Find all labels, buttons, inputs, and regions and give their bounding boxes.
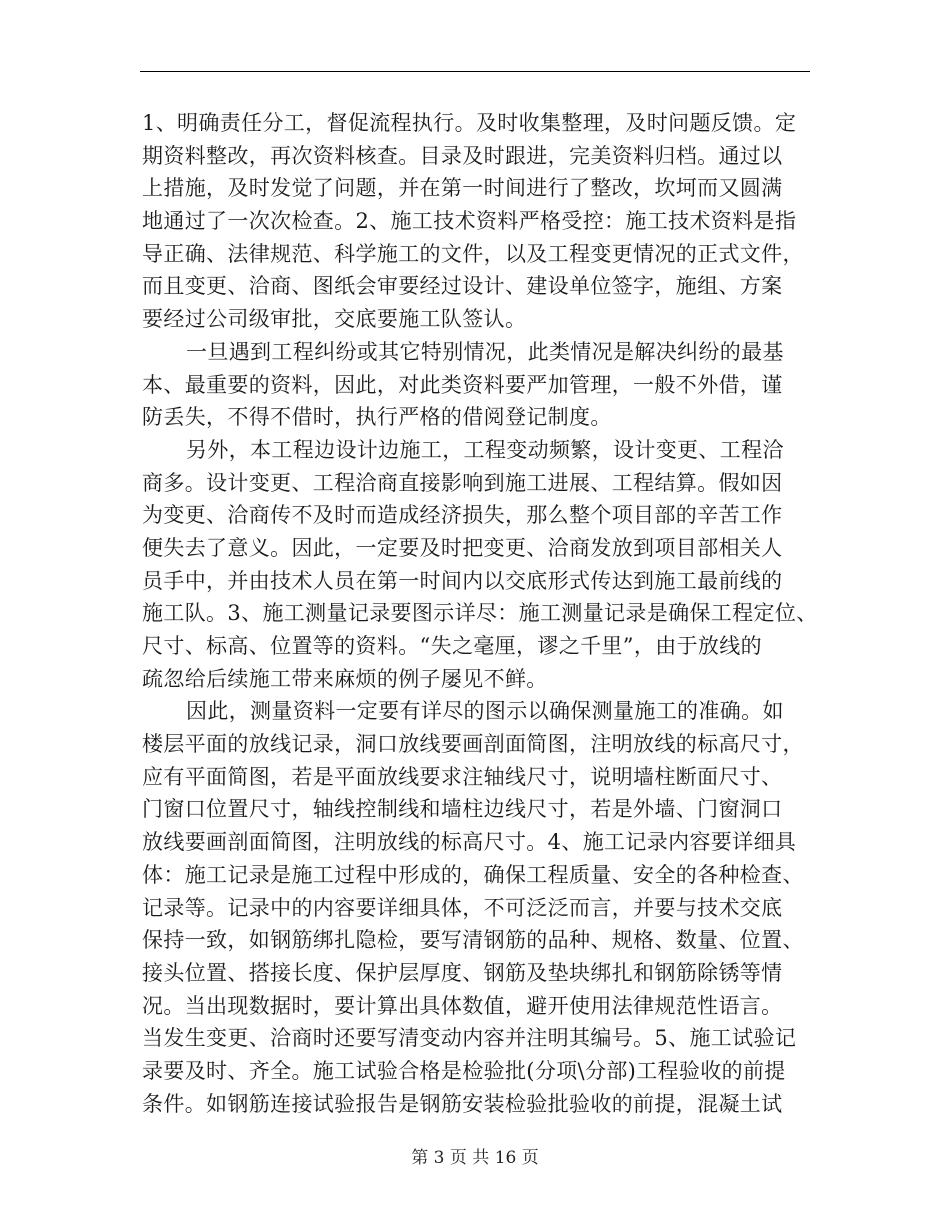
header-rule <box>140 71 810 72</box>
text-line: 便失去了意义。因此，一定要及时把变更、洽商发放到项目部相关人 <box>142 535 783 560</box>
paragraph-first-line: 一旦遇到工程纠纷或其它特别情况，此类情况是解决纠纷的最基 <box>186 339 784 364</box>
text-line: 当发生变更、洽商时还要写清变动内容并注明其编号。5、施工试验记 <box>142 1026 797 1051</box>
text-line: 接头位置、搭接长度、保护层厚度、钢筋及垫块绑扎和钢筋除锈等情 <box>142 960 783 985</box>
text-line: 楼层平面的放线记录，洞口放线要画剖面简图，注明放线的标高尺寸， <box>142 732 804 757</box>
paragraph-first-line: 另外，本工程边设计边施工，工程变动频繁，设计变更、工程洽 <box>186 437 784 462</box>
text-line: 门窗口位置尺寸，轴线控制线和墙柱边线尺寸，若是外墙、门窗洞口 <box>142 797 783 822</box>
text-line: 疏忽给后续施工带来麻烦的例子屡见不鲜。 <box>142 666 548 691</box>
text-line: 地通过了一次次检查。2、施工技术资料严格受控：施工技术资料是指 <box>142 209 797 234</box>
page-footer: 第 3 页 共 16 页 <box>411 1148 539 1168</box>
text-line: 而且变更、洽商、图纸会审要经过设计、建设单位签字，施组、方案 <box>142 274 783 299</box>
text-line: 上措施，及时发觉了问题，并在第一时间进行了整改，坎坷而又圆满 <box>142 176 783 201</box>
text-line: 员手中，并由技术人员在第一时间内以交底形式传达到施工最前线的 <box>142 568 783 593</box>
text-line: 1、明确责任分工，督促流程执行。及时收集整理，及时问题反馈。定 <box>142 111 797 135</box>
text-line: 本、最重要的资料，因此，对此类资料要严加管理，一般不外借，谨 <box>142 372 783 397</box>
text-line: 保持一致，如钢筋绑扎隐检，要写清钢筋的品种、规格、数量、位置、 <box>142 928 804 953</box>
document-body <box>142 107 818 1120</box>
text-line: 施工队。3、施工测量记录要图示详尽：施工测量记录是确保工程定位、 <box>142 601 818 626</box>
text-line: 体：施工记录是施工过程中形成的，确保工程质量、安全的各种检查、 <box>142 862 804 887</box>
text-line: 尺寸、标高、位置等的资料。“失之毫厘，谬之千里”，由于放线的 <box>142 634 762 658</box>
paragraph-first-line: 因此，测量资料一定要有详尽的图示以确保测量施工的准确。如 <box>186 699 784 724</box>
text-line: 商多。设计变更、工程洽商直接影响到施工进展、工程结算。假如因 <box>142 470 783 495</box>
text-line: 况。当出现数据时，要计算出具体数值，避开使用法律规范性语言。 <box>142 993 783 1018</box>
text-line: 期资料整改，再次资料核查。目录及时跟进，完美资料归档。通过以 <box>142 143 783 168</box>
text-line: 录要及时、齐全。施工试验合格是检验批(分项\分部)工程验收的前提 <box>142 1058 786 1083</box>
text-line: 导正确、法律规范、科学施工的文件，以及工程变更情况的正式文件， <box>142 241 804 266</box>
text-line: 应有平面简图，若是平面放线要求注轴线尺寸，说明墙柱断面尺寸、 <box>142 764 783 789</box>
text-line: 条件。如钢筋连接试验报告是钢筋安装检验批验收的前提，混凝土试 <box>142 1091 783 1116</box>
text-line: 放线要画剖面简图，注明放线的标高尺寸。4、施工记录内容要详细具 <box>142 830 797 855</box>
text-line: 记录等。记录中的内容要详细具体，不可泛泛而言，并要与技术交底 <box>142 895 783 920</box>
text-line: 防丢失，不得不借时，执行严格的借阅登记制度。 <box>142 405 612 430</box>
text-line: 为变更、洽商传不及时而造成经济损失，那么整个项目部的辛苦工作 <box>142 503 783 528</box>
text-line: 要经过公司级审批，交底要施工队签认。 <box>142 307 527 332</box>
